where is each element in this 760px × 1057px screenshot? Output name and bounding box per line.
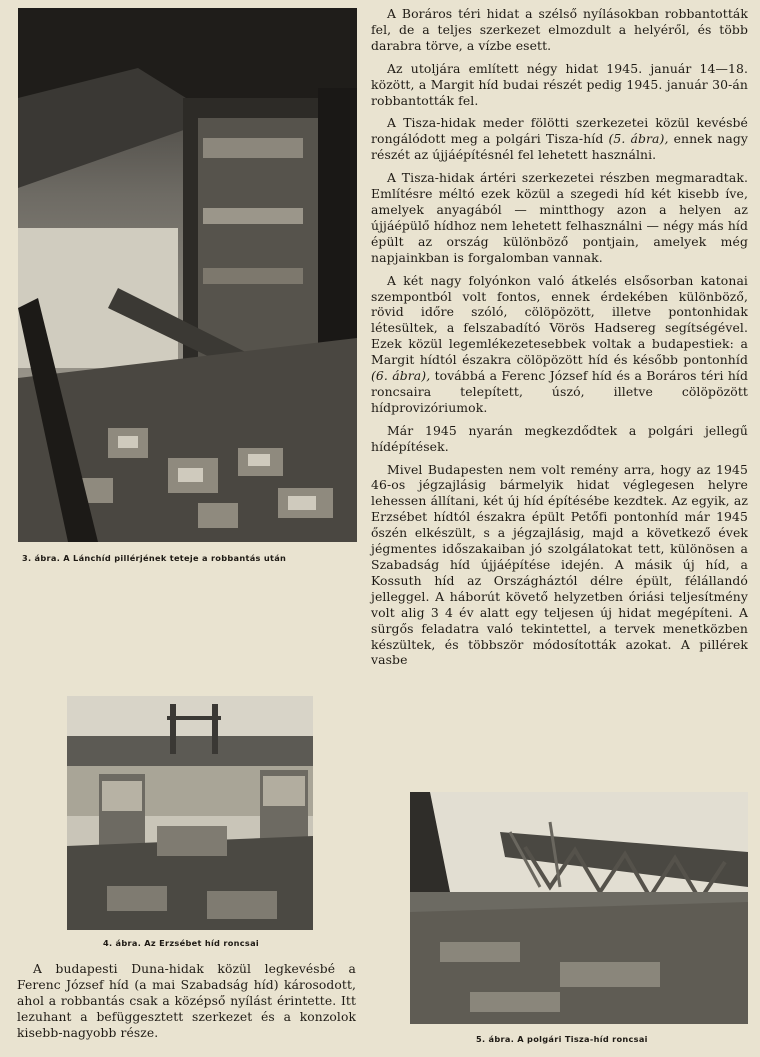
paragraph-5-figure-ref: (6. ábra), [371,368,431,384]
left-text-column [17,962,356,1049]
figure-3-photo [18,8,357,542]
figure-5-photo [410,792,748,1024]
paragraph-3-text-b: ennek nagy részét az újjáépítésnél fel lehetett használni. [371,131,748,163]
paragraph-5-text-a: A két nagy folyónkon való átkelés elsősorban katonai szempontból volt fontos, ennek érdekében különböző, rövid időre szóló, cölöpözött, illetve pontonhidak létesültek, a felszabadító Vörös Hadsereg segítségével. Ezek közül legemlékezetesebbek voltak a budapestiek: a Margit hídtól északra cölöpözött híd és később pontonhíd [371,272,748,368]
paragraph-4: A Tisza-hidak ártéri szerkezetei részben megmaradtak. Említésre méltó ezek közül a szegedi híd két kisebb íve, amelyek anyagából — mintthogy azon a helyen az újjáépülő hídhoz nem lehetett felhasználni — négy más híd épült az ország különböző pontjain, amelyek még napjainkban is forgalomban vannak. [371,170,748,265]
figure-3-caption: 3. ábra. A Lánchíd pillérjének teteje a robbantás után [22,553,287,563]
paragraph-3-text-a: A Tisza-hidak meder fölötti szerkezetei közül kevésbé rongálódott meg a polgári Tisza-híd [371,115,748,147]
paragraph-3-figure-ref: (5. ábra), [608,131,669,147]
figure-5-caption: 5. ábra. A polgári Tisza-híd roncsai [476,1034,648,1044]
figure-4-caption: 4. ábra. Az Erzsébet híd roncsai [103,938,260,948]
paragraph-6: Már 1945 nyarán megkezdődtek a polgári jellegű hídépítések. [371,422,748,454]
paragraph-7: Mivel Budapesten nem volt remény arra, hogy az 1945 46-os jégzajlásig bármelyik hidat véglegesen helyre lehessen állítani, két új híd építésébe kezdtek. Az egyik, az Erzsébet hídtól északra épült Petőfi pontonhíd már 1945 őszén elkészült, s a jégzajlásig, majd a következő évek jégmentes időszakaiban jó szolgálatokat tett, különösen a Szabadság híd újjáépítése idején. A másik új híd, a Kossuth híd az Országháztól délre épült, félállandó jelleggel. A háborút követő helyzetben óriási teljesítmény volt alig 3 4 év alatt egy teljesen új hidat megépíteni. A sürgős feladatra való tekintettel, a tervek menetközben készültek, és többször módosították azokat. A pillérek vasbe [371,461,748,668]
figure-4-photo [67,696,313,930]
left-paragraph-1: A budapesti Duna-hidak közül legkevésbé a Ferenc József híd (a mai Szabadság híd) károsodott, ahol a robbantás csak a középső nyílást érintette. Itt lezuhant a befüggesztett szerkezet és a konzolok kisebb-nagyobb része. [17,962,356,1040]
paragraph-3 [371,115,748,163]
paragraph-5 [371,273,748,416]
right-text-column [371,6,748,675]
paragraph-2: Az utoljára említett négy hidat 1945. január 14—18. között, a Margit híd budai részét pedig 1945. január 30-án robbantották fel. [371,60,748,108]
paragraph-1: A Boráros téri hidat a szélső nyílásokban robbantották fel, de a teljes szerkezet elmozdult a helyéről, és több darabra törve, a vízbe esett. [371,6,748,53]
paragraph-5-text-b: továbbá a Ferenc József híd és a Boráros téri híd roncsaira telepített, úszó, illetve cölöpözött hídprovizóriumok. [371,368,749,415]
